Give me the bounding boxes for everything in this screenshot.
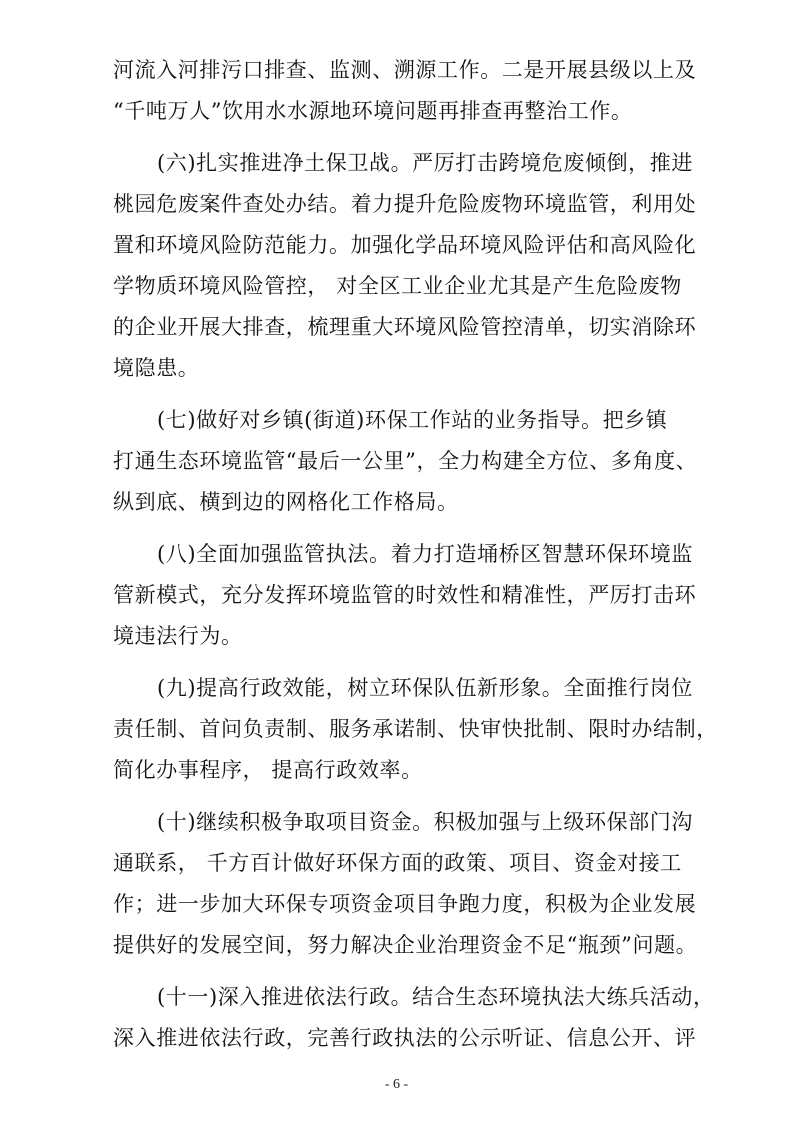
paragraph-line: 学物质环境风险管控， 对全区工业企业尤其是产生危险废物 xyxy=(113,274,682,298)
paragraph-line: 境隐患。 xyxy=(113,356,200,380)
section-heading-line: (十)继续积极争取项目资金。积极加强与上级环保部门沟 xyxy=(157,810,693,834)
paragraph-line: 置和环境风险防范能力。加强化学品环境风险评估和高风险化 xyxy=(113,233,697,257)
section-heading-line: (六)扎实推进净土保卫战。严厉打击跨境危废倾倒，推进 xyxy=(157,151,693,175)
paragraph-line: 境违法行为。 xyxy=(113,624,243,648)
paragraph-line: 的企业开展大排查，梳理重大环境风险管控清单，切实消除环 xyxy=(113,315,697,339)
paragraph-line: 通联系， 千方百计做好环保方面的政策、项目、资金对接工 xyxy=(113,851,682,875)
page-number: - 6 - xyxy=(384,1077,409,1092)
section-heading-line: (九)提高行政效能，树立环保队伍新形象。全面推行岗位 xyxy=(157,676,693,700)
paragraph-line: 打通生态环境监管“最后一公里”，全力构建全方位、多角度、 xyxy=(113,449,698,473)
paragraph-line: “千吨万人”饮用水水源地环境问题再排查再整治工作。 xyxy=(113,99,633,123)
paragraph-line: 作；进一步加大环保专项资金项目争跑力度，积极为企业发展 xyxy=(113,892,697,916)
paragraph-line: 桃园危废案件查处办结。着力提升危险废物环境监管，利用处 xyxy=(113,192,697,216)
section-heading-line: (十一)深入推进依法行政。结合生态环境执法大练兵活动， xyxy=(157,985,715,1009)
paragraph-line: 河流入河排污口排查、监测、溯源工作。二是开展县级以上及 xyxy=(113,58,697,82)
paragraph-line: 管新模式，充分发挥环境监管的时效性和精准性，严厉打击环 xyxy=(113,583,697,607)
paragraph-line: 简化办事程序， 提高行政效率。 xyxy=(113,758,423,782)
section-heading-line: (八)全面加强监管执法。着力打造埇桥区智慧环保环境监 xyxy=(157,542,693,566)
section-heading-line: (七)做好对乡镇(街道)环保工作站的业务指导。把乡镇 xyxy=(157,408,668,432)
paragraph-line: 责任制、首问负责制、服务承诺制、快审快批制、限时办结制， xyxy=(113,717,718,741)
paragraph-line: 纵到底、横到边的网格化工作格局。 xyxy=(113,490,459,514)
paragraph-line: 深入推进依法行政，完善行政执法的公示听证、信息公开、评 xyxy=(113,1026,697,1050)
paragraph-line: 提供好的发展空间，努力解决企业治理资金不足“瓶颈”问题。 xyxy=(113,933,698,957)
